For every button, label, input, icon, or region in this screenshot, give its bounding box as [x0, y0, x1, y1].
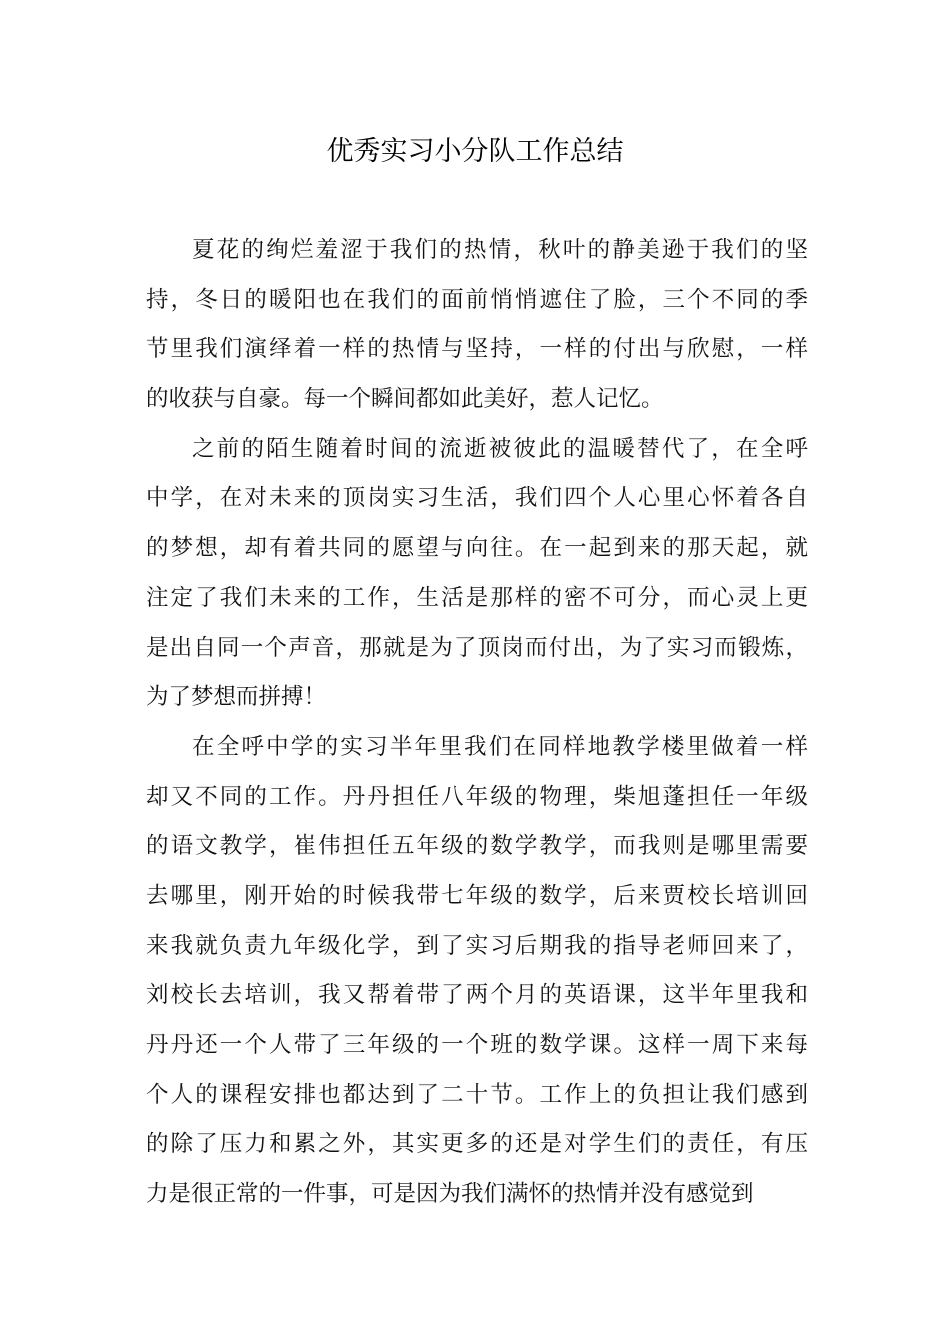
paragraph-line: 来我就负责九年级化学，到了实习后期我的指导老师回来了， [146, 932, 808, 959]
paragraph-line: 在全呼中学的实习半年里我们在同样地教学楼里做着一样 [192, 733, 808, 760]
paragraph-line: 夏花的绚烂羞涩于我们的热情，秋叶的静美逊于我们的坚 [192, 237, 808, 263]
paragraph-line: 个人的课程安排也都达到了二十节。工作上的负担让我们感到 [146, 1081, 808, 1108]
paragraph-line: 节里我们演绎着一样的热情与坚持，一样的付出与欣慰，一样 [146, 336, 808, 363]
paragraph-line: 是出自同一个声音，那就是为了顶岗而付出，为了实习而锻炼， [146, 634, 808, 661]
paragraph-line: 刘校长去培训，我又帮着带了两个月的英语课，这半年里我和 [146, 982, 808, 1009]
paragraph-line: 持，冬日的暖阳也在我们的面前悄悄遮住了脸，三个不同的季 [146, 286, 808, 313]
paragraph-line: 为了梦想而拼搏！ [146, 684, 327, 711]
paragraph [146, 723, 808, 1220]
paragraph-line: 的除了压力和累之外，其实更多的还是对学生们的责任，有压 [146, 1131, 808, 1158]
paragraph-line: 之前的陌生随着时间的流逝被彼此的温暖替代了，在全呼 [192, 435, 808, 462]
paragraph-line: 的语文教学，崔伟担任五年级的数学教学，而我则是哪里需要 [146, 833, 808, 860]
paragraph-line: 的梦想，却有着共同的愿望与向往。在一起到来的那天起，就 [146, 535, 808, 562]
paragraph-line: 力是很正常的一件事，可是因为我们满怀的热情并没有感觉到 [146, 1181, 754, 1208]
document-body [146, 226, 808, 1220]
paragraph-line: 注定了我们未来的工作，生活是那样的密不可分，而心灵上更 [146, 584, 808, 611]
document-title: 优秀实习小分队工作总结 [326, 136, 624, 167]
paragraph-line: 的收获与自豪。每一个瞬间都如此美好，惹人记忆。 [146, 386, 664, 413]
paragraph-line: 却又不同的工作。丹丹担任八年级的物理，柴旭蓬担任一年级 [146, 783, 808, 810]
paragraph-line: 丹丹还一个人带了三年级的一个班的数学课。这样一周下来每 [146, 1032, 808, 1058]
paragraph-line: 去哪里，刚开始的时候我带七年级的数学，后来贾校长培训回 [146, 882, 808, 909]
paragraph [146, 425, 808, 723]
paragraph-line: 中学，在对未来的顶岗实习生活，我们四个人心里心怀着各自 [146, 485, 808, 512]
paragraph [146, 226, 808, 425]
